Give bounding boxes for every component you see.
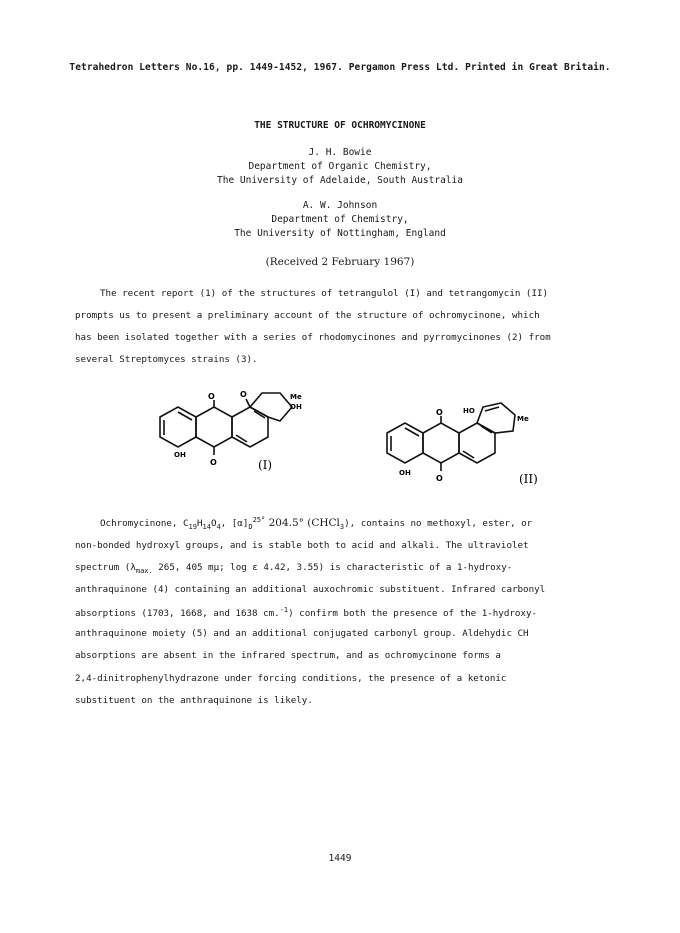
- author-1-name: J. H. Bowie: [308, 147, 372, 158]
- paragraph-1-line: several Streptomyces strains (3).: [75, 354, 258, 365]
- structure-II-diagram: [375, 395, 575, 495]
- paragraph-2-line: non-bonded hydroxyl groups, and is stable both to acid and alkali. The ultraviolet: [75, 540, 529, 551]
- journal-header: Tetrahedron Letters No.16, pp. 1449-1452, 1967. Pergamon Press Ltd. Printed in Great Britain.: [69, 62, 611, 73]
- struct1-oh-left: OH: [174, 451, 186, 459]
- author-1-institution: The University of Adelaide, South Australia: [217, 175, 463, 186]
- text-run: ) confirm both the presence of the 1-hydroxy-: [288, 608, 538, 620]
- paragraph-2-line: anthraquinone moiety (5) and an additional conjugated carbonyl group. Aldehydic CH: [75, 628, 529, 639]
- paragraph-2-line: absorptions are absent in the infrared spectrum, and as ochromycinone forms a: [75, 650, 501, 661]
- paragraph-2-line: substituent on the anthraquinone is likely.: [75, 695, 313, 706]
- subscript: D: [248, 522, 253, 531]
- superscript: 25°: [252, 516, 266, 524]
- subscript: 14: [202, 522, 211, 531]
- paragraph-2-line: 2,4-dinitrophenylhydrazone under forcing conditions, the presence of a ketonic: [75, 673, 507, 684]
- subscript: 4: [216, 522, 221, 531]
- text-run: , [α]: [220, 518, 249, 530]
- text-run: absorptions (1703, 1668, and 1638 cm.: [75, 608, 280, 620]
- struct2-me: Me: [517, 415, 529, 423]
- subscript: 19: [188, 522, 197, 531]
- superscript: -1: [279, 606, 289, 614]
- text-run: spectrum (λ: [75, 562, 136, 573]
- subscript: 3: [339, 522, 345, 531]
- paragraph-2-line-1: [100, 516, 640, 531]
- text-run: O: [210, 518, 217, 530]
- text-run: 204.5° (CHCl: [265, 517, 340, 530]
- structure-I-diagram: [140, 385, 340, 485]
- paragraph-1-line: prompts us to present a preliminary account of the structure of ochromycinone, which: [75, 310, 540, 321]
- struct2-ho: HO: [463, 407, 475, 415]
- paragraph-2-line-3: [75, 562, 615, 575]
- page-number: 1449: [328, 853, 352, 864]
- text-run: H: [196, 518, 203, 530]
- struct1-label: (I): [258, 458, 273, 472]
- text-run: 265, 405 mμ; log ε 4.42, 3.55) is characteristic of a 1-hydroxy-: [152, 562, 513, 573]
- author-2-institution: The University of Nottingham, England: [234, 228, 446, 239]
- subscript: max.: [135, 566, 153, 575]
- text-run: ), contains no methoxyl, ester, or: [344, 518, 533, 530]
- struct1-o-top: O: [208, 392, 215, 401]
- author-2-department: Department of Chemistry,: [271, 214, 409, 225]
- struct1-o-ring: O: [240, 390, 247, 399]
- paragraph-2-line-5: [75, 606, 615, 619]
- paragraph-2-line: anthraquinone (4) containing an additional auxochromic substituent. Infrared carbonyl: [75, 584, 546, 595]
- article-title: THE STRUCTURE OF OCHROMYCINONE: [254, 120, 426, 131]
- paragraph-1-line: The recent report (1) of the structures of tetrangulol (I) and tetrangomycin (II): [100, 288, 549, 299]
- struct1-me: Me: [290, 393, 302, 401]
- struct2-o-bottom: O: [436, 474, 443, 483]
- author-1-department: Department of Organic Chemistry,: [248, 161, 432, 172]
- struct1-oh-ring: OH: [290, 403, 302, 411]
- received-date: (Received 2 February 1967): [265, 256, 415, 268]
- struct2-label: (II): [519, 472, 538, 486]
- author-2-name: A. W. Johnson: [302, 200, 378, 211]
- text-run: Ochromycinone, C: [100, 518, 189, 530]
- struct1-o-bottom: O: [210, 458, 217, 467]
- struct2-oh-left: OH: [399, 469, 411, 477]
- paragraph-1-line: has been isolated together with a series of rhodomycinones and pyrromycinones (2) from: [75, 332, 551, 343]
- struct2-o-top: O: [436, 408, 443, 417]
